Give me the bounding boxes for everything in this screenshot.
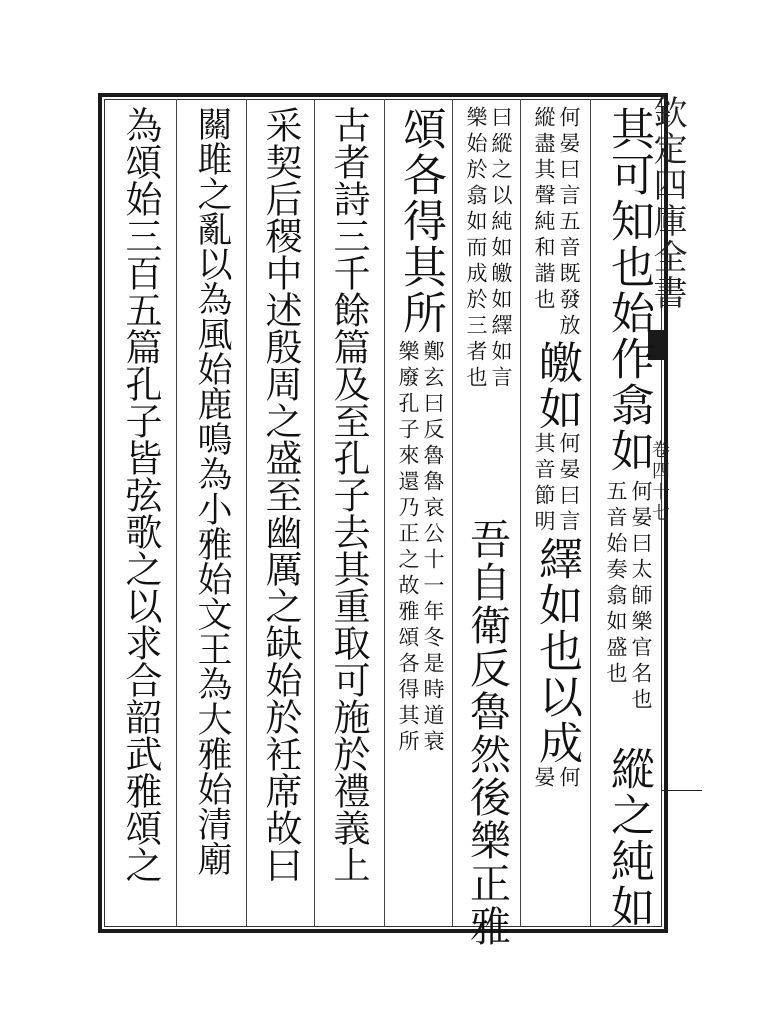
annotation-text: 其音節明: [532, 432, 556, 536]
text-column-7: [182, 106, 246, 906]
column-rule: [384, 99, 385, 927]
main-text: 頌各得其所: [395, 106, 446, 336]
text-column-8: [112, 106, 176, 906]
annotation-text: 鄭玄曰反魯魯哀公十一年冬是時道衰: [421, 340, 445, 756]
main-text: 縱之純如: [603, 746, 654, 930]
column-rule: [176, 99, 177, 927]
text-column-5: [320, 106, 384, 906]
main-text: 采契后稷中述殷周之盛至幽厲之缺始於衽席故曰: [259, 106, 302, 883]
text-column-3: [456, 106, 520, 948]
annotation-text: 樂始於翕如而成於三者也: [464, 106, 488, 392]
annotation-text: 五音始奏翕如盛也: [604, 480, 628, 688]
main-text: 皦如: [531, 340, 582, 432]
annotation-text: 樂廢孔子來還乃正之故雅頌各得其所: [396, 340, 420, 756]
book-title: 欽定四庫全書: [647, 95, 687, 311]
column-rule: [452, 99, 453, 927]
main-text: 其可知也始作翕如: [603, 106, 654, 474]
main-text: 關雎之亂以為風始鹿鳴為小雅始文王為大雅始清廟: [192, 106, 232, 876]
text-column-2: [524, 106, 588, 906]
text-column-6: [252, 106, 316, 906]
annotation-text: 何晏曰言: [557, 432, 581, 536]
annotation-text: 縱盡其聲純和諧也: [532, 106, 556, 314]
annotation-text: 曰縱之以純如皦如繹如言: [489, 106, 513, 392]
main-text: 吾自衛反魯然後樂正雅: [463, 518, 511, 948]
column-rule: [520, 99, 521, 927]
annotation-text: 何晏曰言五音既發放: [557, 106, 581, 340]
main-text: 古者詩三千餘篇及至孔子去其重取可施於禮義上: [327, 106, 370, 883]
annotation-text: 晏: [532, 766, 556, 792]
text-column-1: [596, 106, 660, 930]
text-column-4: [388, 106, 452, 906]
column-rule: [246, 99, 247, 927]
main-text: 為頌始三百五篇孔子皆弦歌之以求合韶武雅頌之: [119, 106, 162, 883]
annotation-text: 何晏曰太師樂官名也: [629, 480, 653, 714]
annotation-text: 何: [557, 766, 581, 792]
margin-divider: [662, 790, 702, 791]
juan-number: 卷四十七: [649, 440, 670, 524]
column-rule: [590, 99, 591, 927]
main-text: 繹如也以成: [531, 536, 582, 766]
